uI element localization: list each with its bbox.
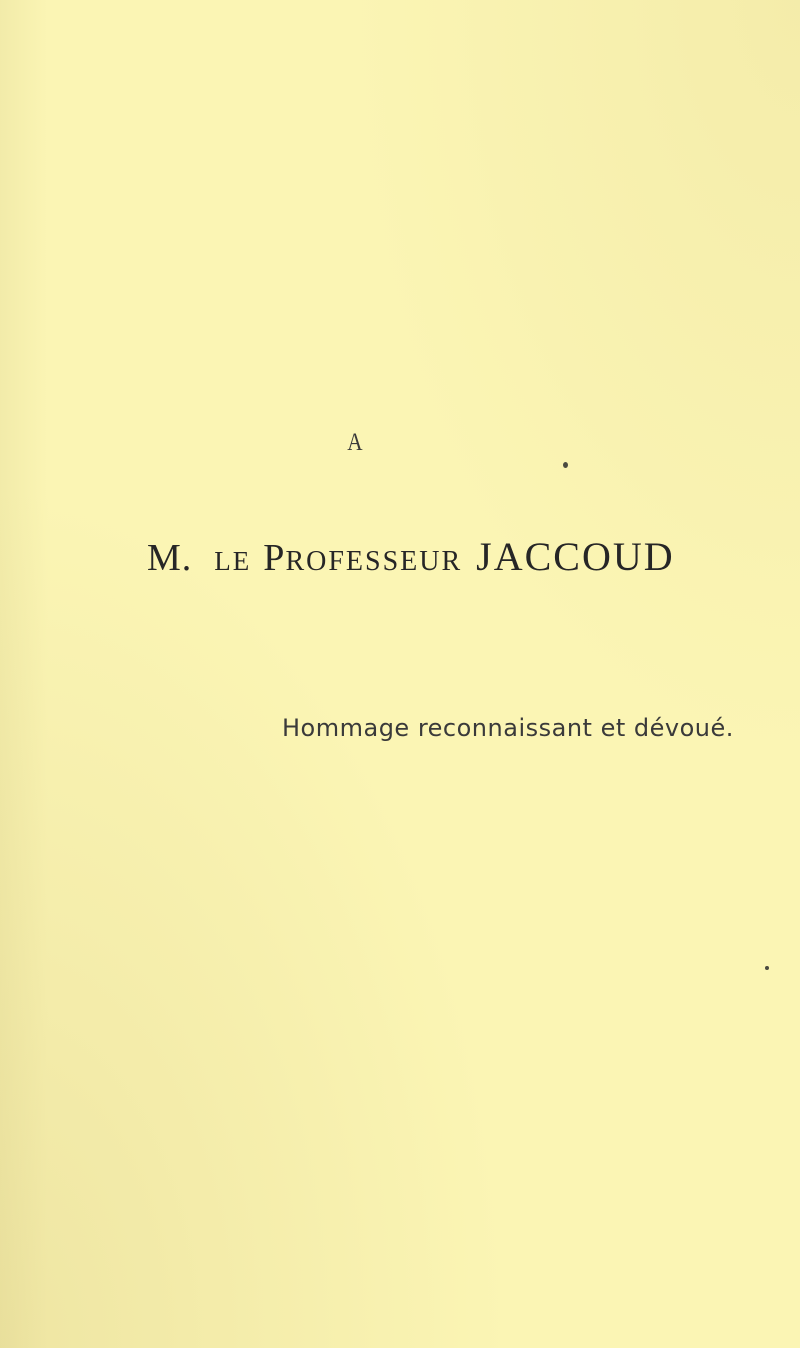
dedication-recipient <box>147 534 675 579</box>
dedication-message: Hommage reconnaissant et dévoué. <box>282 714 734 742</box>
ink-speck <box>563 462 568 468</box>
recipient-name: JACCOUD <box>476 534 675 579</box>
recipient-article: LE <box>214 546 252 576</box>
recipient-honorific: M. <box>147 537 193 579</box>
dedication-preposition: A <box>347 429 363 456</box>
recipient-title-rest: ROFESSEUR <box>285 546 463 577</box>
ink-speck <box>765 966 769 970</box>
recipient-title-initial: P <box>263 537 286 579</box>
recipient-title <box>263 537 462 579</box>
